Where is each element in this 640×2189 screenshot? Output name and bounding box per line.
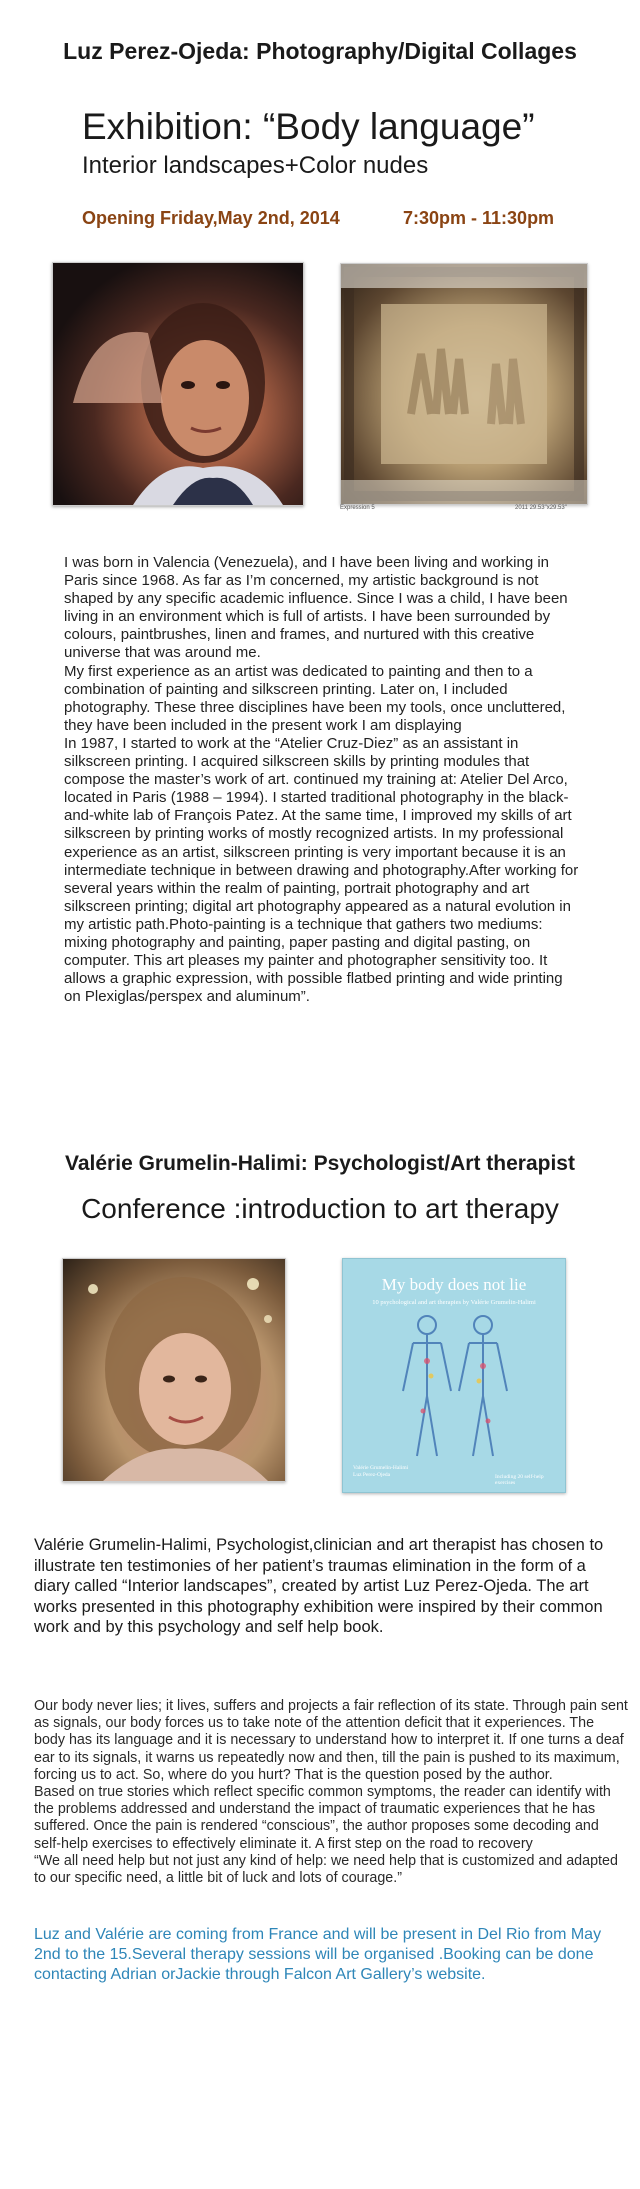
bio-paragraph: My first experience as an artist was dedicated to painting and then to a combination of painting and silkscreen printing. Later on, I included photography. These three disciplines have been my tools, once uncluttered, they have been included in the present work I am displaying [64, 662, 566, 734]
portrait-illustration [63, 1259, 285, 1481]
book-authors [353, 1465, 408, 1479]
conference-title: Conference :introduction to art therapy [81, 1193, 559, 1224]
luz-portrait-photo [52, 262, 304, 506]
exhibition-subtitle: Interior landscapes+Color nudes [82, 152, 429, 179]
book-author: Valérie Grumelin-Halimi [353, 1465, 409, 1471]
opening-time: 7:30pm - 11:30pm [403, 208, 555, 228]
artwork-illustration [341, 264, 587, 504]
portrait-illustration [53, 263, 303, 505]
artist-heading: Luz Perez-Ojeda: Photography/Digital Collages [63, 38, 577, 64]
exhibition-title: Exhibition: “Body language” [82, 106, 535, 147]
therapist-heading: Valérie Grumelin-Halimi: Psychologist/Art therapist [65, 1152, 575, 1175]
book-tagline: Including 20 self-help exercises [495, 1474, 544, 1486]
artist-biography [64, 554, 582, 1006]
book-paragraph: Our body never lies; it lives, suffers and projects a fair reflection of its state. Through pain sent as signals, our body forces us to take note of the attention deficit that it experiences. The body has its language and it is necessary to understand how to interpret it. If one turns a deaf ear to its signals, it warns us repeatedly now and then, till the pain is pushed to its maximum, forcing us to act. So, where do you hurt? That is the question posed by the author. [34, 1698, 628, 1783]
therapist-introduction: Valérie Grumelin-Halimi, Psychologist,clinician and art therapist has chosen to illustrate ten testimonies of her patient’s traumas elimination in the form of a diary called “Interior landscapes”, created by artist Luz Perez-Ojeda. The art works presented in this photography exhibition were inspired by their common work and by this psychology and self help book. [34, 1536, 604, 1636]
bio-paragraph: In 1987, I started to work at the “Atelier Cruz-Diez” as an assistant in silkscreen printing. I acquired silkscreen skills by printing modules that compose the master’s work of art. continued my training at: Atelier Del Arco, located in Paris (1988 – 1994). I started traditional photography in the black-and-white lab of François Patez. At the same time, I improved my skills of art silkscreen by printing works of mostly recognized artists. In my professional experience as an artist, silkscreen printing is very important because it is an intermediate technique in between drawing and photography.After working for several years within the realm of painting, portrait photography and art silkscreen printing; digital art photography appeared as a natural evolution in my artistic path.Photo-painting is a technique that gathers two mediums: mixing photography and painting, paper pasting and digital pasting, on computer. This art pleases my painter and photographer sensitivity too. It allows a graphic expression, with possible flatbed printing and wide printing on Plexiglas/perspex and aluminum”. [64, 734, 579, 1006]
bio-paragraph: I was born in Valencia (Venezuela), and I have been living and working in Paris since 1968. As far as I’m concerned, my artistic background is not shaped by any specific academic influence. Since I was a child, I have been living in an environment which is full of artists. I have been surrounded by colours, paintbrushes, linen and frames, and nurtured with this creative universe that was around me. [64, 554, 568, 662]
booking-information: Luz and Valérie are coming from France and will be present in Del Rio from May 2nd to the 15.Several therapy sessions will be organised .Booking can be done contacting Adrian orJackie through Falcon Art Gallery’s website. [34, 1926, 602, 1983]
book-paragraph: Based on true stories which reflect specific common symptoms, the reader can identify with the problems addressed and understand the impact of traumatic experiences that he has suffered. Once the pain is rendered “conscious”, the author proposes some decoding and self-help exercises to effectively eliminate it. A first step on the road to recovery [34, 1784, 611, 1852]
opening-date: Opening Friday,May 2nd, 2014 [82, 208, 340, 228]
artwork-caption-details: 2011 29.53"x29.53" [515, 505, 567, 511]
artwork-caption-title: Expression 5 [340, 505, 375, 511]
book-illustrator: Luz Perez-Ojeda [353, 1472, 391, 1478]
book-quote: “We all need help but not just any kind of help: we need help that is customized and adapted to our specific need, a little bit of luck and lots of courage.” [34, 1852, 618, 1887]
valerie-portrait-photo [62, 1258, 286, 1482]
book-title: My body does not lie [381, 1275, 527, 1294]
book-cover-image [342, 1258, 566, 1493]
luz-artwork-image [340, 263, 588, 505]
book-subtitle: 10 psychological and art therapies by Valérie Grumelin-Halimi [372, 1299, 536, 1306]
book-description [34, 1698, 628, 1887]
book-figures-illustration [343, 1311, 565, 1461]
